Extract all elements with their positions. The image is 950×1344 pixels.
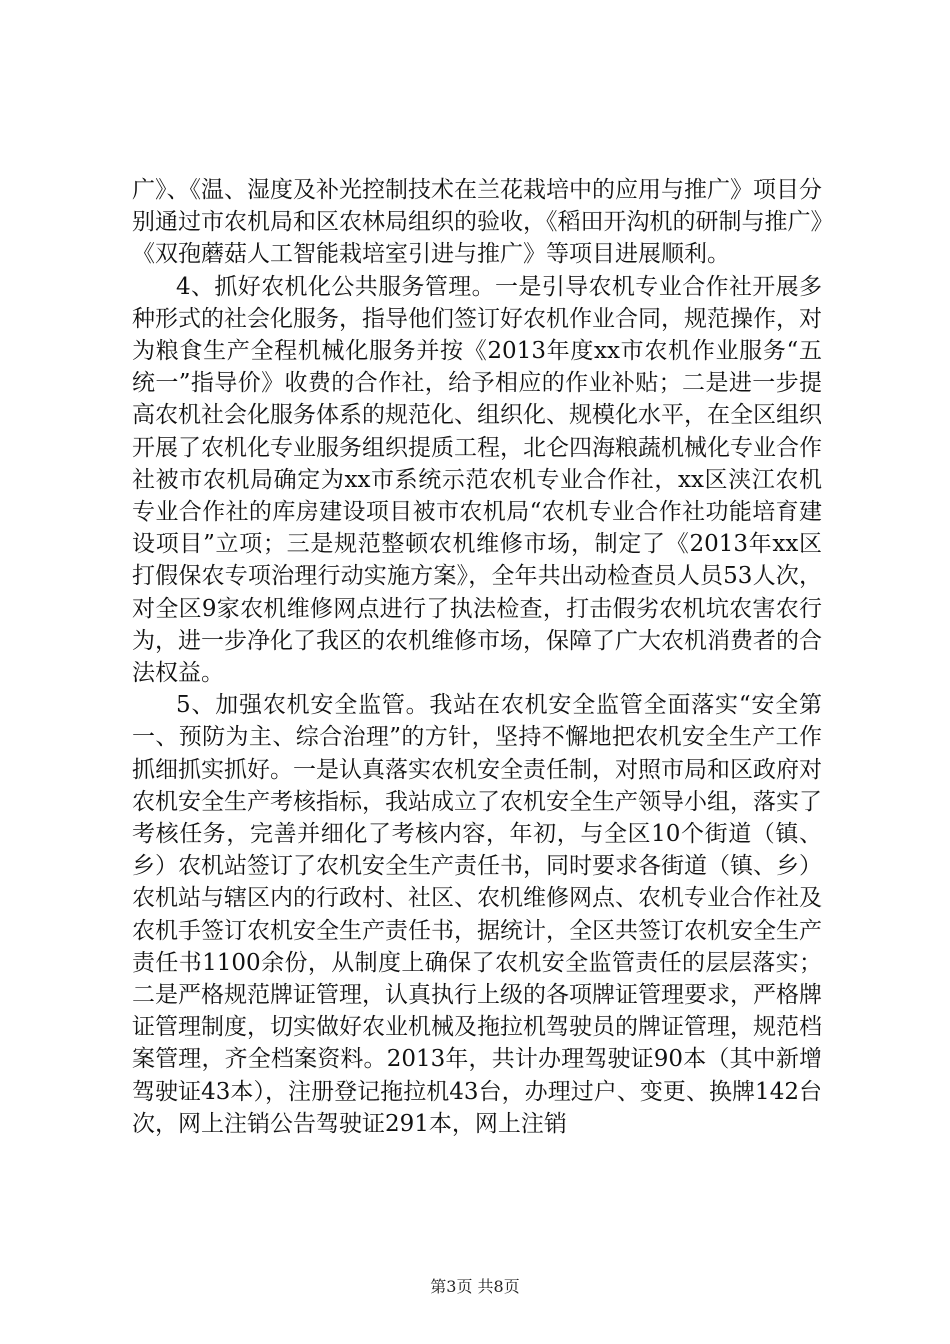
paragraph-item-4-public-service: 4、抓好农机化公共服务管理。一是引导农机专业合作社开展多种形式的社会化服务，指导他们签订好农机作业合同，规范操作，对为粮食生产全程机械化服务并按《2013年度xx市农机作业服务“五统一”指导价》收费的合作社，给予相应的作业补贴；二是进一步提高农机社会化服务体系的规范化、组织化、规模化水平，在全区组织开展了农机化专业服务组织提质工程，北仑四海粮蔬机械化专业合作社被市农机局确定为xx市系统示范农机专业合作社，xx区浃江农机专业合作社的库房建设项目被市农机局“农机专业合作社功能培育建设项目”立项；三是规范整顿农机维修市场，制定了《2013年xx区打假保农专项治理行动实施方案》，全年共出动检查员人员53人次，对全区9家农机维修网点进行了执法检查，打击假劣农机坑农害农行为，进一步净化了我区的农机维修市场，保障了广大农机消费者的合法权益。 xyxy=(132,273,822,687)
paragraph-continuation: 广》、《温、湿度及补光控制技术在兰花栽培中的应用与推广》项目分别通过市农机局和区农林局组织的验收，《稻田开沟机的研制与推广》《双孢蘑菇人工智能栽培室引进与推广》等项目进展顺利。 xyxy=(132,177,822,268)
paragraph-item-5-safety-supervision: 5、加强农机安全监管。我站在农机安全监管全面落实“安全第一、预防为主、综合治理”的方针，坚持不懈地把农机安全生产工作抓细抓实抓好。一是认真落实农机安全责任制，对照市局和区政府对农机安全生产考核指标，我站成立了农机安全生产领导小组，落实了考核任务，完善并细化了考核内容，年初，与全区10个街道（镇、乡）农机站签订了农机安全生产责任书，同时要求各街道（镇、乡）农机站与辖区内的行政村、社区、农机维修网点、农机专业合作社及农机手签订农机安全生产责任书，据统计，全区共签订农机安全生产责任书1100余份，从制度上确保了农机安全监管责任的层层落实；二是严格规范牌证管理，认真执行上级的各项牌证管理要求，严格牌证管理制度，切实做好农业机械及拖拉机驾驶员的牌证管理，规范档案管理，齐全档案资料。2013年，共计办理驾驶证90本（其中新增驾驶证43本），注册登记拖拉机43台，办理过户、变更、换牌142台次，网上注销公告驾驶证291本，网上注销 xyxy=(132,692,822,1137)
page-footer: 第3页 共8页 xyxy=(430,1277,520,1296)
document-body xyxy=(132,174,822,1140)
